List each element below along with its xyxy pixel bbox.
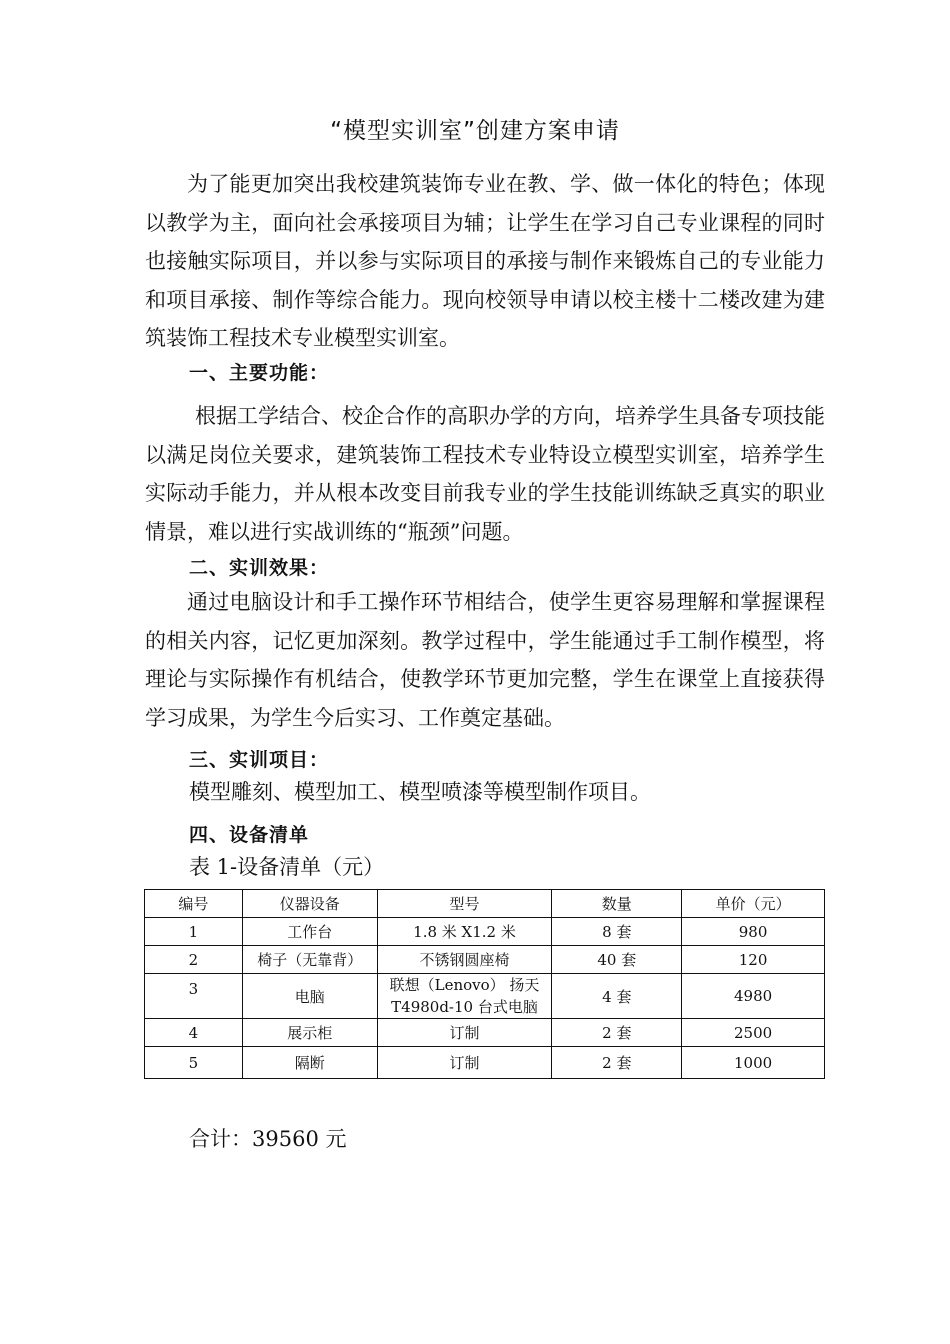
header-model: 型号 — [377, 890, 552, 918]
cell-unit-price: 4980 — [682, 974, 825, 1019]
cell-device: 椅子（无靠背） — [242, 946, 377, 974]
cell-model: 1.8 米 X1.2 米 — [377, 918, 552, 946]
cell-id: 5 — [145, 1047, 243, 1079]
cell-model: 联想（Lenovo） 扬天 T4980d-10 台式电脑 — [377, 974, 552, 1019]
total-amount: 合计：39560 元 — [189, 1127, 347, 1151]
cell-id: 4 — [145, 1019, 243, 1047]
intro-paragraph: 为了能更加突出我校建筑装饰专业在教、学、做一体化的特色；体现以教学为主，面向社会承接项目为辅；让学生在学习自己专业课程的同时也接触实际项目，并以参与实际项目的承接与制作来锻炼自己的专业能力和项目承接、制作等综合能力。现向校领导申请以校主楼十二楼改建为建筑装饰工程技术专业模型实训室。 — [145, 172, 825, 350]
document-title: “模型实训室”创建方案申请 — [330, 118, 620, 144]
cell-model: 订制 — [377, 1047, 552, 1079]
header-unit-price: 单价（元） — [682, 890, 825, 918]
cell-device: 展示柜 — [242, 1019, 377, 1047]
cell-quantity: 40 套 — [552, 946, 682, 974]
cell-id: 1 — [145, 918, 243, 946]
section-body-effects: 通过电脑设计和手工操作环节相结合，使学生更容易理解和掌握课程的相关内容，记忆更加深刻。教学过程中，学生能通过手工制作模型，将理论与实际操作有机结合，使教学环节更加完整，学生在课堂上直接获得学习成果，为学生今后实习、工作奠定基础。 — [145, 590, 825, 730]
cell-quantity: 2 套 — [552, 1019, 682, 1047]
cell-quantity: 8 套 — [552, 918, 682, 946]
cell-quantity: 4 套 — [552, 974, 682, 1019]
table-row — [145, 1019, 825, 1047]
section-heading-functions: 一、主要功能： — [189, 362, 330, 384]
equipment-table — [144, 889, 825, 1079]
cell-model: 订制 — [377, 1019, 552, 1047]
cell-unit-price: 1000 — [682, 1047, 825, 1079]
cell-id: 3 — [145, 974, 243, 1019]
table-header-row — [145, 890, 825, 918]
cell-quantity: 2 套 — [552, 1047, 682, 1079]
table-row — [145, 1047, 825, 1079]
section-heading-equipment: 四、设备清单 — [189, 824, 310, 846]
header-device: 仪器设备 — [242, 890, 377, 918]
section-heading-projects: 三、实训项目： — [189, 749, 330, 771]
section-heading-effects: 二、实训效果： — [189, 557, 330, 579]
table-row — [145, 974, 825, 1019]
table-row — [145, 918, 825, 946]
header-id: 编号 — [145, 890, 243, 918]
cell-device: 隔断 — [242, 1047, 377, 1079]
section-body-functions: 根据工学结合、校企合作的高职办学的方向，培养学生具备专项技能以满足岗位关要求，建筑装饰工程技术专业特设立模型实训室，培养学生实际动手能力，并从根本改变目前我专业的学生技能训练缺乏真实的职业情景，难以进行实战训练的“瓶颈”问题。 — [145, 404, 825, 544]
table-caption: 表 1-设备清单（元） — [189, 855, 385, 879]
cell-unit-price: 120 — [682, 946, 825, 974]
header-quantity: 数量 — [552, 890, 682, 918]
section-body-projects: 模型雕刻、模型加工、模型喷漆等模型制作项目。 — [189, 780, 651, 804]
cell-device: 电脑 — [242, 974, 377, 1019]
cell-device: 工作台 — [242, 918, 377, 946]
cell-id: 2 — [145, 946, 243, 974]
cell-unit-price: 980 — [682, 918, 825, 946]
cell-model: 不锈钢圆座椅 — [377, 946, 552, 974]
cell-unit-price: 2500 — [682, 1019, 825, 1047]
table-row — [145, 946, 825, 974]
